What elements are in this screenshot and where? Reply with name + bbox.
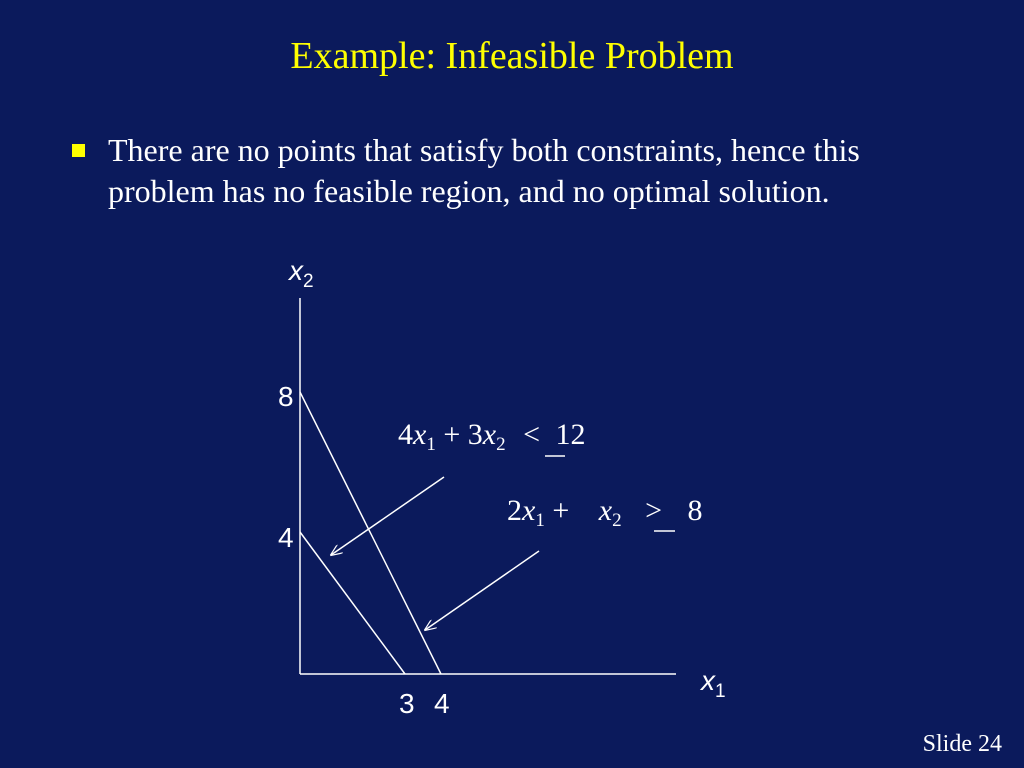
y-axis-label: $x_2$ — [289, 255, 314, 292]
arrow-constraint-2 — [425, 551, 539, 630]
x-axis-label: $x_1$ — [701, 665, 726, 702]
constraint-2-label: $2x_1$ + $x_2$ > 8 — [507, 494, 703, 531]
slide-title: Example: Infeasible Problem — [290, 35, 734, 77]
constraint-1-label: $4x_1$ + $3x_2$ < 12 — [398, 418, 586, 455]
y-tick-8: 8 — [278, 381, 294, 412]
slide-label: Slide — [922, 731, 972, 757]
x-tick-3: 3 — [399, 688, 415, 719]
slide-number: 24 — [978, 731, 1002, 757]
y-tick-4: 4 — [278, 522, 294, 553]
bullet-text: There are no points that satisfy both constraints, hence this problem has no feasible region, and no optimal solution. — [108, 132, 860, 209]
slide-footer — [923, 731, 1002, 758]
constraint-line-1 — [300, 532, 405, 674]
x-tick-4: 4 — [434, 688, 450, 719]
